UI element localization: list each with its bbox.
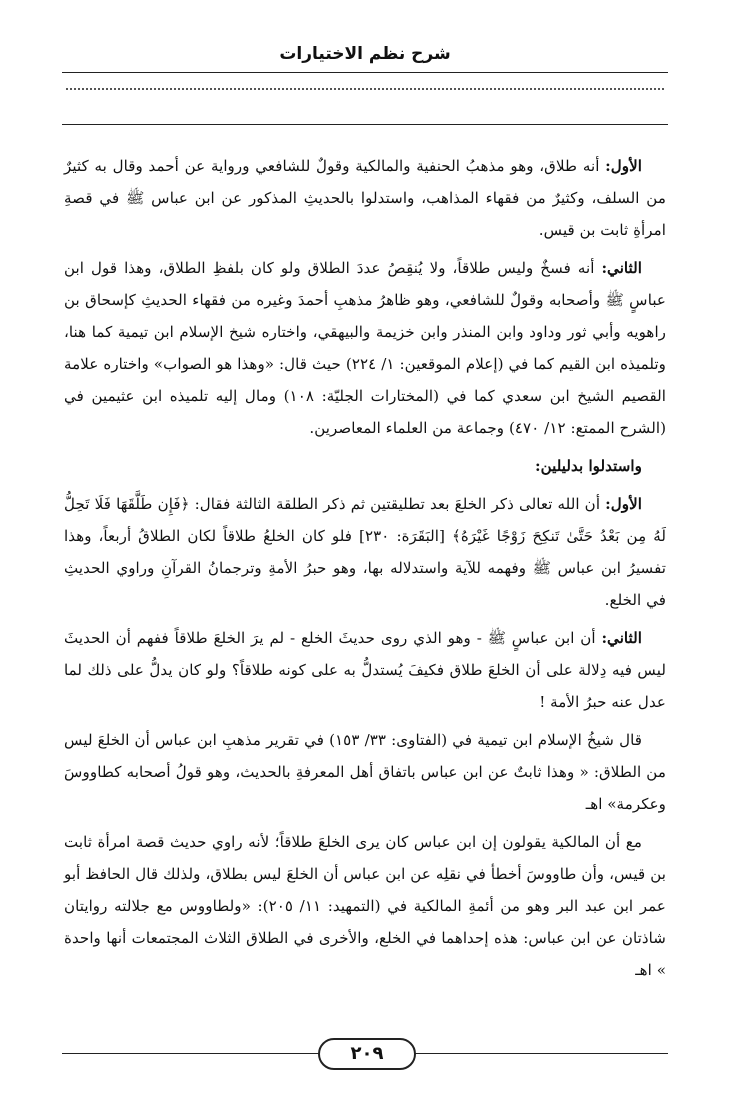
paragraph-lead: الثاني: bbox=[601, 259, 642, 277]
header-rule-top bbox=[62, 72, 668, 73]
paragraph-second-opinion bbox=[64, 252, 666, 444]
paragraph-second-evidence bbox=[64, 622, 666, 718]
paragraph-lead: الأول: bbox=[605, 157, 642, 175]
page-body bbox=[64, 150, 666, 986]
paragraph-lead: الثاني: bbox=[601, 629, 642, 647]
paragraph-first-opinion bbox=[64, 150, 666, 246]
page-number: ٢٠٩ bbox=[318, 1038, 416, 1070]
section-heading-evidence: واستدلوا بدليلين: bbox=[534, 457, 642, 475]
paragraph-ibn-taymiyyah-quote: قال شيخُ الإسلام ابن تيمية في (الفتاوى: ٣٣/ ١٥٣) في تقرير مذهبِ ابن عباس أن الخلعَ ليس من الطلاق: « وهذا ثابتٌ عن ابن عباس باتفاق أهل المعرفةِ بالحديث، وهو قولُ أصحابه كطاووسَ وعكرمة» اهـ bbox=[64, 731, 666, 813]
paragraph-first-evidence bbox=[64, 488, 666, 616]
header-dotted-line bbox=[66, 88, 664, 90]
running-header-title: شرح نظم الاختيارات bbox=[279, 44, 451, 64]
paragraph-lead: الأول: bbox=[605, 495, 642, 513]
paragraph-text: أن الله تعالى ذكر الخلعَ بعد تطليقتين ثم ذكر الطلقة الثالثة فقال: ﴿فَإِن طَلَّقَهَا فَلَا تَحِلُّ لَهُ مِن بَعْدُ حَتَّىٰ تَنكِحَ زَوْجًا غَيْرَهُ﴾ [البَقَرَة: ٢٣٠] فلو كان الخلعُ طلاقاً لكان الطلاقُ أربعاً، وهذا تفسيرُ ابن عباس ﷺ وفهمه للآية واستدلاله بها، وهو حبرُ الأمةِ وترجمانُ القرآنِ وراوي الحديثِ في الخلع. bbox=[64, 495, 666, 609]
header-rule-bottom bbox=[62, 124, 668, 125]
paragraph-text: أنه طلاق، وهو مذهبُ الحنفية والمالكية وقولٌ للشافعي ورواية عن أحمد وقال به كثيرٌ من السلف، وكثيرٌ من فقهاء المذاهب، واستدلوا بالحديثِ المذكور عن ابن عباس ﷺ في قصةِ امرأةِ ثابت بن قيس. bbox=[64, 157, 666, 239]
paragraph-text: أنه فسخٌ وليس طلاقاً، ولا يُنقِصُ عددَ الطلاق ولو كان بلفظِ الطلاق، وهذا قول ابن عباسٍ ﷺ وأصحابه وقولٌ للشافعي، وهو ظاهرُ مذهبِ أحمدَ وغيره من فقهاء الحديثِ كإسحاق بن راهويه وأبي ثور وداود وابن المنذر وابن خزيمة والبيهقي، واختاره شيخ الإسلام ابن تيمية كما هنا، وتلميذه ابن القيم كما في (إعلام الموقعين: ١/ ٢٢٤) حيث قال: «وهذا هو الصواب» واختاره علامة القصيم الشيخ ابن سعدي كما في (المختارات الجليّة: ١٠٨) ومال إليه تلميذه ابن عثيمين في (الشرح الممتع: ١٢/ ٤٧٠) وجماعة من العلماء المعاصرين. bbox=[64, 259, 666, 437]
paragraph-text: أن ابن عباسٍ ﷺ - وهو الذي روى حديثَ الخلع - لم يرَ الخلعَ طلاقاً ففهم أن الحديثَ ليس فيه دِلالة على أن الخلعَ طلاق فكيفَ يُستدلُّ به على كونه طلاقاً؟ ولو كان يدلُّ على ذلك لما عدل عنه حبرُ الأمة ! bbox=[64, 629, 666, 711]
paragraph-maliki-view: مع أن المالكية يقولون إن ابن عباس كان يرى الخلعَ طلاقاً؛ لأنه راوي حديث قصة امرأة ثابت بن قيس، وأن طاووسَ أخطأ في نقلِه عن ابن عباس أن الخلعَ ليس بطلاق، ولذلك قال الحافظ أبو عمر ابن عبد البر وهو من أئمةِ المالكية في (التمهيد: ١١/ ٢٠٥): «ولطاووس مع جلالته روايتان شاذتان عن ابن عباس: هذه إحداهما في الخلع، والأخرى في الطلاق الثلاث المجتمعات أنها واحدة » اهـ bbox=[64, 833, 666, 979]
